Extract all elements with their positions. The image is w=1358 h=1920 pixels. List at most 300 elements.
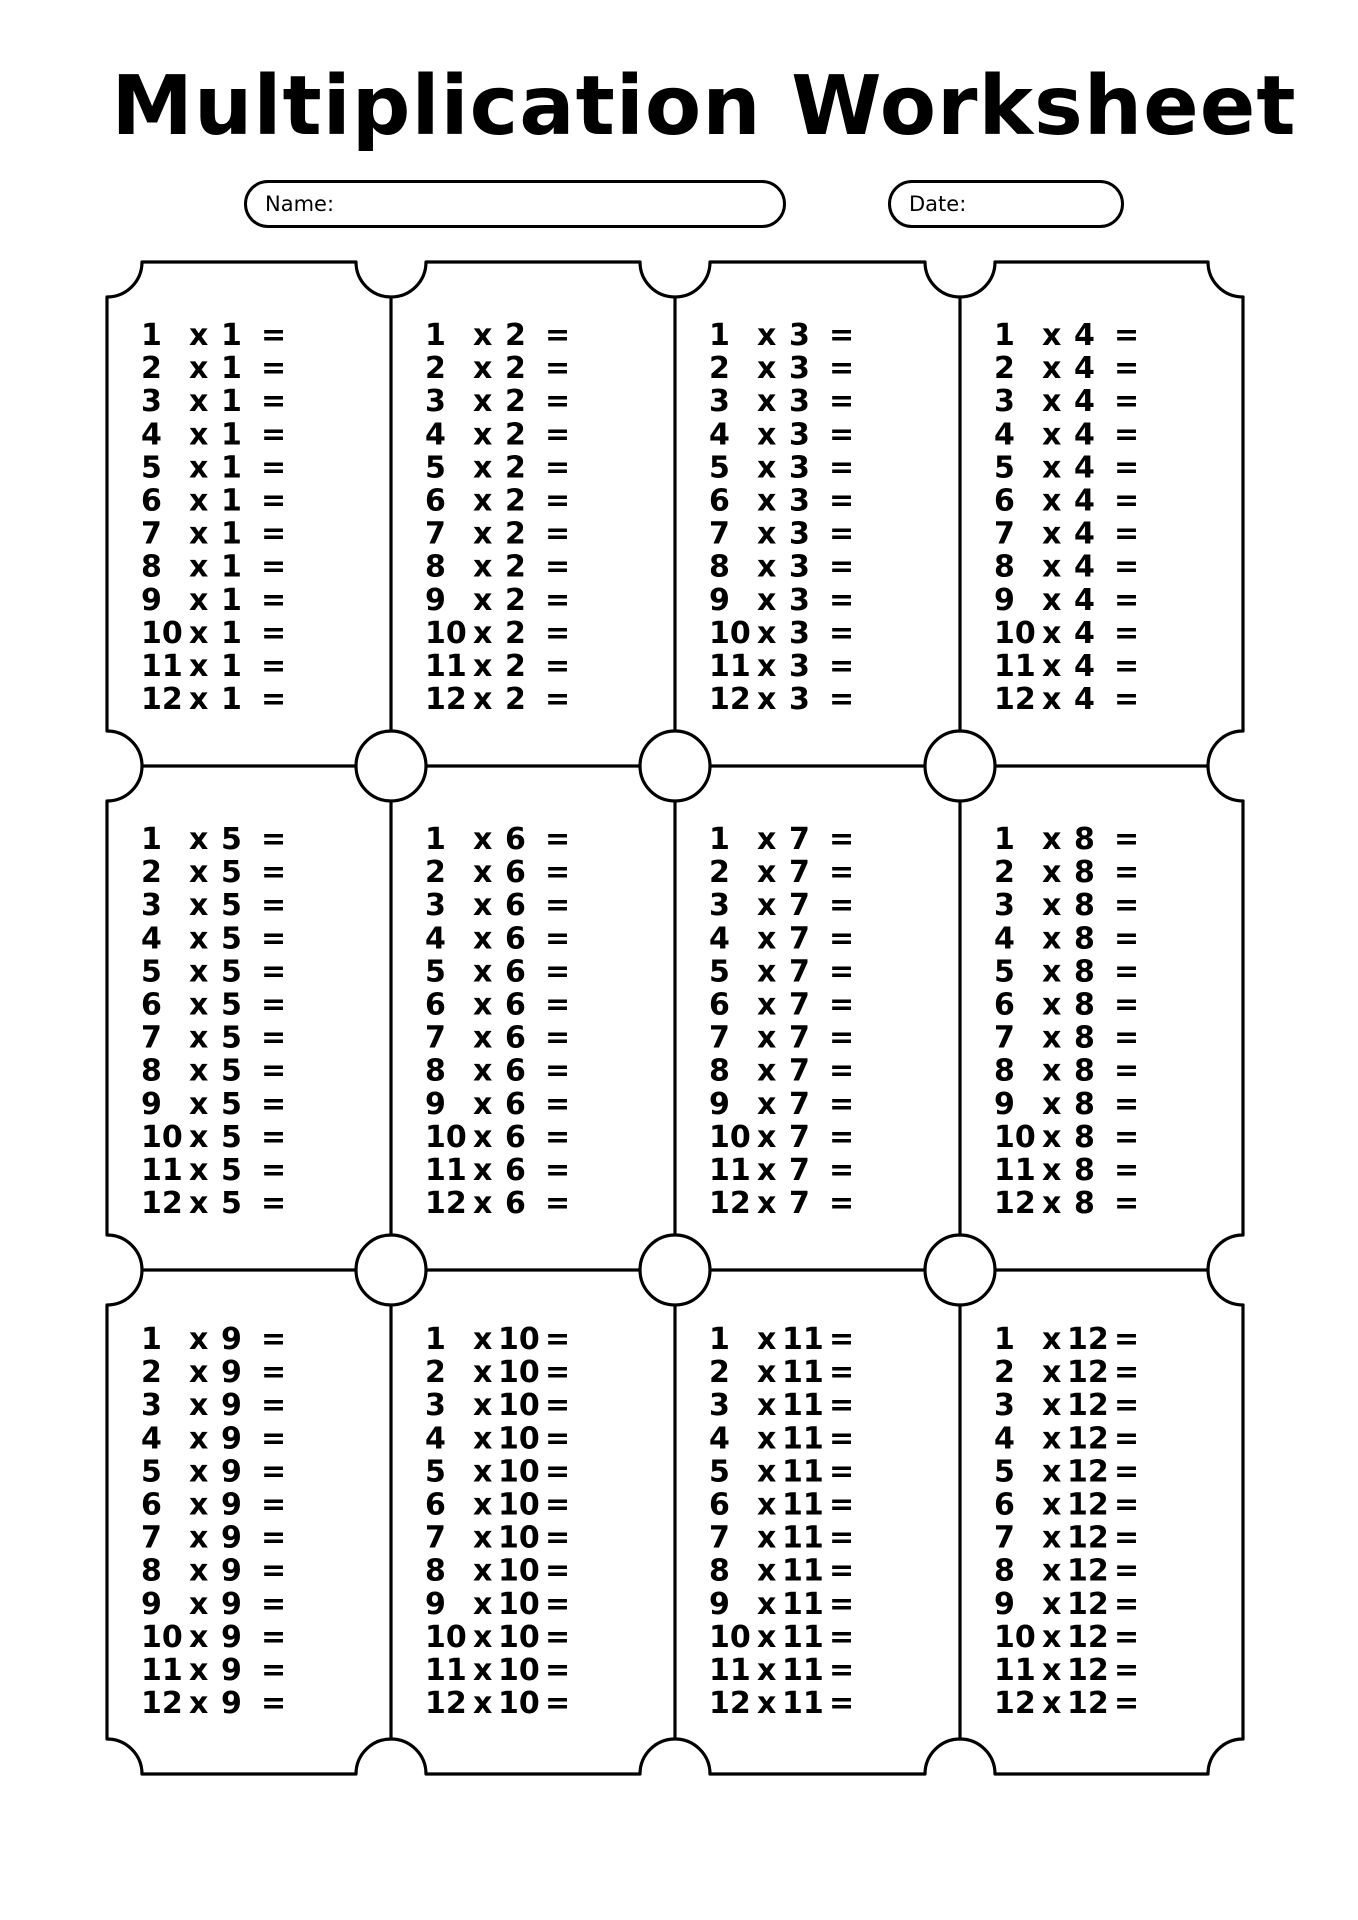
equals-sign: = bbox=[261, 516, 287, 552]
equals-sign: = bbox=[545, 855, 571, 891]
equals-sign: = bbox=[829, 1520, 855, 1556]
multiplicand: 10 bbox=[425, 1619, 467, 1655]
multiplier: 8 bbox=[1074, 855, 1095, 891]
equation-row bbox=[141, 1021, 286, 1056]
multiplicand: 6 bbox=[141, 1487, 162, 1523]
multiplicand: 1 bbox=[425, 318, 446, 353]
equation-row bbox=[141, 1488, 286, 1523]
multiplier: 12 bbox=[1067, 1487, 1109, 1523]
multiplicand: 12 bbox=[994, 1186, 1036, 1222]
operator: x bbox=[757, 1653, 777, 1688]
multiplicand: 11 bbox=[994, 649, 1036, 684]
equals-sign: = bbox=[545, 351, 571, 387]
operator: x bbox=[189, 1186, 209, 1222]
multiplicand: 4 bbox=[709, 1421, 730, 1457]
operator: x bbox=[757, 1053, 777, 1089]
multiplicand: 12 bbox=[425, 682, 467, 718]
operator: x bbox=[757, 384, 777, 420]
equals-sign: = bbox=[1114, 1355, 1140, 1391]
operator: x bbox=[473, 615, 493, 651]
operator: x bbox=[757, 1119, 777, 1155]
equation-row bbox=[709, 855, 854, 890]
equals-sign: = bbox=[545, 1553, 571, 1589]
equation-row bbox=[141, 484, 286, 519]
multiplier: 12 bbox=[1067, 1520, 1109, 1556]
multiplicand: 8 bbox=[709, 549, 730, 585]
equation-row bbox=[709, 550, 854, 585]
equation-row bbox=[141, 1388, 286, 1423]
equation-row bbox=[709, 1322, 854, 1357]
equals-sign: = bbox=[829, 615, 855, 651]
equals-sign: = bbox=[261, 1653, 287, 1688]
multiplicand: 1 bbox=[709, 1322, 730, 1357]
equation-row bbox=[994, 1054, 1139, 1089]
multiplier: 12 bbox=[1067, 1553, 1109, 1589]
multiplier: 8 bbox=[1074, 954, 1095, 990]
equals-sign: = bbox=[261, 888, 287, 924]
multiplier: 10 bbox=[498, 1322, 540, 1357]
equation-row bbox=[994, 1388, 1139, 1423]
multiplicand: 6 bbox=[709, 483, 730, 519]
operator: x bbox=[757, 822, 777, 857]
equals-sign: = bbox=[1114, 1322, 1140, 1357]
equation-row bbox=[425, 1153, 570, 1188]
multiplicand: 12 bbox=[425, 1186, 467, 1222]
multiplier: 1 bbox=[221, 582, 242, 618]
operator: x bbox=[757, 954, 777, 990]
operator: x bbox=[1042, 1454, 1062, 1490]
operator: x bbox=[189, 615, 209, 651]
operator: x bbox=[189, 384, 209, 420]
equals-sign: = bbox=[829, 855, 855, 891]
equation-row bbox=[141, 921, 286, 956]
junction-circle bbox=[356, 1235, 426, 1305]
operator: x bbox=[757, 516, 777, 552]
multiplicand: 6 bbox=[425, 1487, 446, 1523]
equals-sign: = bbox=[261, 1086, 287, 1122]
multiplicand: 4 bbox=[709, 417, 730, 453]
multiplicand: 3 bbox=[141, 1388, 162, 1424]
multiplier: 11 bbox=[782, 1421, 824, 1457]
equals-sign: = bbox=[1114, 1153, 1140, 1188]
equals-sign: = bbox=[829, 1119, 855, 1155]
equation-row bbox=[709, 318, 854, 353]
equals-sign: = bbox=[261, 1487, 287, 1523]
equation-row bbox=[709, 517, 854, 552]
multiplicand: 1 bbox=[425, 822, 446, 857]
equation-row bbox=[709, 1087, 854, 1122]
equals-sign: = bbox=[829, 1421, 855, 1457]
equals-sign: = bbox=[261, 1355, 287, 1391]
operator: x bbox=[1042, 351, 1062, 387]
multiplicand: 1 bbox=[141, 318, 162, 353]
equals-sign: = bbox=[545, 549, 571, 585]
equation-row bbox=[425, 1554, 570, 1589]
equation-row bbox=[141, 517, 286, 552]
equation-row bbox=[141, 954, 286, 989]
equals-sign: = bbox=[261, 1020, 287, 1056]
operator: x bbox=[473, 822, 493, 857]
equals-sign: = bbox=[545, 1186, 571, 1222]
equals-sign: = bbox=[261, 987, 287, 1023]
operator: x bbox=[189, 549, 209, 585]
multiplicand: 8 bbox=[709, 1053, 730, 1089]
multiplicand: 7 bbox=[709, 516, 730, 552]
table-card-10 bbox=[425, 1322, 570, 1721]
equation-row bbox=[141, 550, 286, 585]
equals-sign: = bbox=[1114, 615, 1140, 651]
multiplicand: 11 bbox=[709, 1153, 751, 1188]
equation-row bbox=[709, 1054, 854, 1089]
multiplicand: 1 bbox=[994, 318, 1015, 353]
operator: x bbox=[1042, 1119, 1062, 1155]
multiplicand: 7 bbox=[141, 1020, 162, 1056]
table-card-1 bbox=[141, 318, 286, 717]
multiplicand: 6 bbox=[141, 483, 162, 519]
equals-sign: = bbox=[829, 1388, 855, 1424]
equation-row bbox=[141, 1686, 286, 1721]
equation-row bbox=[709, 1488, 854, 1523]
multiplicand: 8 bbox=[709, 1553, 730, 1589]
operator: x bbox=[757, 351, 777, 387]
equals-sign: = bbox=[1114, 1086, 1140, 1122]
equation-row bbox=[141, 450, 286, 485]
multiplicand: 7 bbox=[994, 516, 1015, 552]
multiplicand: 12 bbox=[994, 682, 1036, 718]
operator: x bbox=[189, 417, 209, 453]
multiplicand: 9 bbox=[994, 582, 1015, 618]
equation-row bbox=[994, 450, 1139, 485]
multiplicand: 5 bbox=[709, 954, 730, 990]
operator: x bbox=[189, 987, 209, 1023]
equation-row bbox=[709, 1120, 854, 1155]
operator: x bbox=[473, 1355, 493, 1391]
table-card-6 bbox=[425, 822, 570, 1221]
multiplier: 10 bbox=[498, 1355, 540, 1391]
equation-row bbox=[425, 1322, 570, 1357]
multiplicand: 12 bbox=[141, 1186, 183, 1222]
multiplier: 4 bbox=[1074, 417, 1095, 453]
equals-sign: = bbox=[1114, 1119, 1140, 1155]
operator: x bbox=[1042, 1520, 1062, 1556]
multiplicand: 6 bbox=[425, 483, 446, 519]
operator: x bbox=[1042, 1653, 1062, 1688]
operator: x bbox=[473, 921, 493, 957]
equation-row bbox=[141, 1153, 286, 1188]
equation-row bbox=[709, 1653, 854, 1688]
equals-sign: = bbox=[545, 921, 571, 957]
equation-row bbox=[425, 1120, 570, 1155]
equation-row bbox=[141, 583, 286, 618]
tables-area bbox=[141, 318, 1139, 1721]
equation-row bbox=[994, 1620, 1139, 1655]
equation-row bbox=[141, 1054, 286, 1089]
multiplier: 2 bbox=[505, 417, 526, 453]
equals-sign: = bbox=[261, 1586, 287, 1622]
multiplicand: 7 bbox=[141, 1520, 162, 1556]
equation-row bbox=[709, 1388, 854, 1423]
multiplier: 12 bbox=[1067, 1454, 1109, 1490]
operator: x bbox=[473, 549, 493, 585]
multiplier: 2 bbox=[505, 516, 526, 552]
multiplicand: 4 bbox=[425, 921, 446, 957]
multiplier: 10 bbox=[498, 1586, 540, 1622]
operator: x bbox=[1042, 549, 1062, 585]
multiplicand: 7 bbox=[425, 516, 446, 552]
operator: x bbox=[757, 649, 777, 684]
multiplier: 8 bbox=[1074, 1119, 1095, 1155]
multiplicand: 9 bbox=[994, 1086, 1015, 1122]
equals-sign: = bbox=[545, 987, 571, 1023]
multiplier: 7 bbox=[789, 1119, 810, 1155]
multiplier: 1 bbox=[221, 682, 242, 718]
operator: x bbox=[1042, 1020, 1062, 1056]
operator: x bbox=[757, 921, 777, 957]
operator: x bbox=[1042, 855, 1062, 891]
operator: x bbox=[189, 1119, 209, 1155]
equals-sign: = bbox=[261, 450, 287, 486]
multiplier: 4 bbox=[1074, 483, 1095, 519]
multiplicand: 9 bbox=[994, 1586, 1015, 1622]
multiplicand: 5 bbox=[425, 450, 446, 486]
multiplier: 1 bbox=[221, 483, 242, 519]
equation-row bbox=[994, 1153, 1139, 1188]
multiplicand: 2 bbox=[709, 351, 730, 387]
equals-sign: = bbox=[1114, 1686, 1140, 1722]
multiplicand: 7 bbox=[425, 1020, 446, 1056]
multiplicand: 3 bbox=[425, 888, 446, 924]
operator: x bbox=[189, 1487, 209, 1523]
multiplicand: 8 bbox=[425, 549, 446, 585]
multiplicand: 7 bbox=[425, 1520, 446, 1556]
table-card-9 bbox=[141, 1322, 286, 1721]
operator: x bbox=[1042, 649, 1062, 684]
multiplicand: 5 bbox=[709, 1454, 730, 1490]
multiplicand: 7 bbox=[141, 516, 162, 552]
equals-sign: = bbox=[261, 649, 287, 684]
equation-row bbox=[994, 1488, 1139, 1523]
multiplier: 3 bbox=[789, 549, 810, 585]
equation-row bbox=[994, 1653, 1139, 1688]
multiplier: 9 bbox=[221, 1421, 242, 1457]
operator: x bbox=[757, 682, 777, 718]
operator: x bbox=[757, 549, 777, 585]
multiplicand: 10 bbox=[994, 1619, 1036, 1655]
multiplier: 7 bbox=[789, 1020, 810, 1056]
equation-row bbox=[994, 1355, 1139, 1390]
equals-sign: = bbox=[261, 855, 287, 891]
equals-sign: = bbox=[545, 822, 571, 857]
multiplicand: 5 bbox=[141, 450, 162, 486]
operator: x bbox=[1042, 1586, 1062, 1622]
multiplicand: 6 bbox=[994, 483, 1015, 519]
operator: x bbox=[757, 1487, 777, 1523]
multiplier: 9 bbox=[221, 1619, 242, 1655]
operator: x bbox=[473, 417, 493, 453]
operator: x bbox=[757, 1520, 777, 1556]
multiplier: 10 bbox=[498, 1520, 540, 1556]
operator: x bbox=[189, 351, 209, 387]
equation-row bbox=[994, 855, 1139, 890]
multiplier: 2 bbox=[505, 649, 526, 684]
equation-row bbox=[994, 583, 1139, 618]
equation-row bbox=[141, 682, 286, 717]
equals-sign: = bbox=[829, 1619, 855, 1655]
equals-sign: = bbox=[261, 1388, 287, 1424]
multiplicand: 3 bbox=[994, 384, 1015, 420]
operator: x bbox=[1042, 1487, 1062, 1523]
multiplicand: 9 bbox=[709, 1586, 730, 1622]
multiplier: 11 bbox=[782, 1322, 824, 1357]
multiplier: 5 bbox=[221, 1020, 242, 1056]
equals-sign: = bbox=[545, 1322, 571, 1357]
equation-row bbox=[994, 954, 1139, 989]
multiplier: 4 bbox=[1074, 318, 1095, 353]
operator: x bbox=[473, 1020, 493, 1056]
multiplier: 11 bbox=[782, 1553, 824, 1589]
multiplicand: 1 bbox=[141, 1322, 162, 1357]
equals-sign: = bbox=[829, 1553, 855, 1589]
multiplier: 5 bbox=[221, 987, 242, 1023]
multiplier: 1 bbox=[221, 450, 242, 486]
multiplier: 9 bbox=[221, 1653, 242, 1688]
multiplier: 7 bbox=[789, 1086, 810, 1122]
equation-row bbox=[994, 517, 1139, 552]
multiplier: 3 bbox=[789, 417, 810, 453]
multiplier: 9 bbox=[221, 1553, 242, 1589]
operator: x bbox=[1042, 1322, 1062, 1357]
multiplier: 11 bbox=[782, 1653, 824, 1688]
operator: x bbox=[473, 682, 493, 718]
equals-sign: = bbox=[261, 1322, 287, 1357]
multiplier: 2 bbox=[505, 549, 526, 585]
operator: x bbox=[189, 855, 209, 891]
operator: x bbox=[1042, 1619, 1062, 1655]
multiplier: 5 bbox=[221, 954, 242, 990]
multiplier: 7 bbox=[789, 855, 810, 891]
multiplier: 8 bbox=[1074, 1053, 1095, 1089]
equation-row bbox=[994, 1120, 1139, 1155]
equation-row bbox=[141, 888, 286, 923]
operator: x bbox=[473, 1454, 493, 1490]
equation-row bbox=[425, 888, 570, 923]
equation-row bbox=[425, 1054, 570, 1089]
operator: x bbox=[1042, 582, 1062, 618]
multiplicand: 4 bbox=[425, 417, 446, 453]
equation-row bbox=[141, 1322, 286, 1357]
multiplier: 9 bbox=[221, 1686, 242, 1722]
equals-sign: = bbox=[545, 1153, 571, 1188]
equals-sign: = bbox=[829, 1186, 855, 1222]
equation-row bbox=[425, 1488, 570, 1523]
equals-sign: = bbox=[829, 1020, 855, 1056]
equals-sign: = bbox=[829, 417, 855, 453]
equals-sign: = bbox=[545, 384, 571, 420]
multiplier: 2 bbox=[505, 384, 526, 420]
multiplier: 3 bbox=[789, 615, 810, 651]
equals-sign: = bbox=[261, 384, 287, 420]
equals-sign: = bbox=[1114, 987, 1140, 1023]
multiplier: 7 bbox=[789, 1186, 810, 1222]
operator: x bbox=[189, 822, 209, 857]
multiplier: 2 bbox=[505, 483, 526, 519]
equation-row bbox=[141, 351, 286, 386]
operator: x bbox=[757, 318, 777, 353]
multiplier: 6 bbox=[505, 987, 526, 1023]
equals-sign: = bbox=[545, 1355, 571, 1391]
operator: x bbox=[189, 1421, 209, 1457]
multiplicand: 3 bbox=[709, 384, 730, 420]
multiplier: 2 bbox=[505, 318, 526, 353]
multiplier: 5 bbox=[221, 1153, 242, 1188]
multiplier: 6 bbox=[505, 888, 526, 924]
equation-row bbox=[141, 384, 286, 419]
table-card-12 bbox=[994, 1322, 1139, 1721]
multiplier: 10 bbox=[498, 1388, 540, 1424]
equals-sign: = bbox=[829, 450, 855, 486]
multiplier: 9 bbox=[221, 1454, 242, 1490]
operator: x bbox=[1042, 1388, 1062, 1424]
operator: x bbox=[189, 1322, 209, 1357]
multiplicand: 3 bbox=[994, 1388, 1015, 1424]
table-card-5 bbox=[141, 822, 286, 1221]
equation-row bbox=[141, 318, 286, 353]
multiplier: 3 bbox=[789, 682, 810, 718]
equals-sign: = bbox=[829, 1086, 855, 1122]
equation-row bbox=[994, 682, 1139, 717]
equation-row bbox=[141, 1454, 286, 1489]
multiplicand: 11 bbox=[425, 1153, 467, 1188]
multiplier: 5 bbox=[221, 822, 242, 857]
operator: x bbox=[189, 1053, 209, 1089]
equation-row bbox=[709, 1521, 854, 1556]
equation-row bbox=[709, 484, 854, 519]
multiplicand: 5 bbox=[425, 954, 446, 990]
equation-row bbox=[141, 1421, 286, 1456]
multiplicand: 4 bbox=[994, 417, 1015, 453]
multiplicand: 2 bbox=[425, 1355, 446, 1391]
equals-sign: = bbox=[1114, 1421, 1140, 1457]
equals-sign: = bbox=[261, 1053, 287, 1089]
operator: x bbox=[757, 1153, 777, 1188]
equals-sign: = bbox=[261, 1454, 287, 1490]
equation-row bbox=[141, 1355, 286, 1390]
date-label: Date: bbox=[909, 192, 967, 216]
multiplier: 8 bbox=[1074, 822, 1095, 857]
operator: x bbox=[757, 450, 777, 486]
multiplier: 6 bbox=[505, 855, 526, 891]
multiplicand: 8 bbox=[141, 1553, 162, 1589]
multiplier: 2 bbox=[505, 582, 526, 618]
multiplier: 6 bbox=[505, 822, 526, 857]
equals-sign: = bbox=[261, 954, 287, 990]
multiplier: 1 bbox=[221, 351, 242, 387]
equation-row bbox=[709, 1355, 854, 1390]
multiplier: 9 bbox=[221, 1520, 242, 1556]
multiplicand: 1 bbox=[994, 822, 1015, 857]
multiplier: 5 bbox=[221, 1119, 242, 1155]
multiplier: 2 bbox=[505, 615, 526, 651]
operator: x bbox=[1042, 318, 1062, 353]
operator: x bbox=[189, 1653, 209, 1688]
multiplicand: 2 bbox=[994, 351, 1015, 387]
equals-sign: = bbox=[545, 1619, 571, 1655]
equals-sign: = bbox=[1114, 888, 1140, 924]
equals-sign: = bbox=[1114, 1454, 1140, 1490]
operator: x bbox=[757, 1322, 777, 1357]
equals-sign: = bbox=[261, 582, 287, 618]
table-card-7 bbox=[709, 822, 854, 1221]
